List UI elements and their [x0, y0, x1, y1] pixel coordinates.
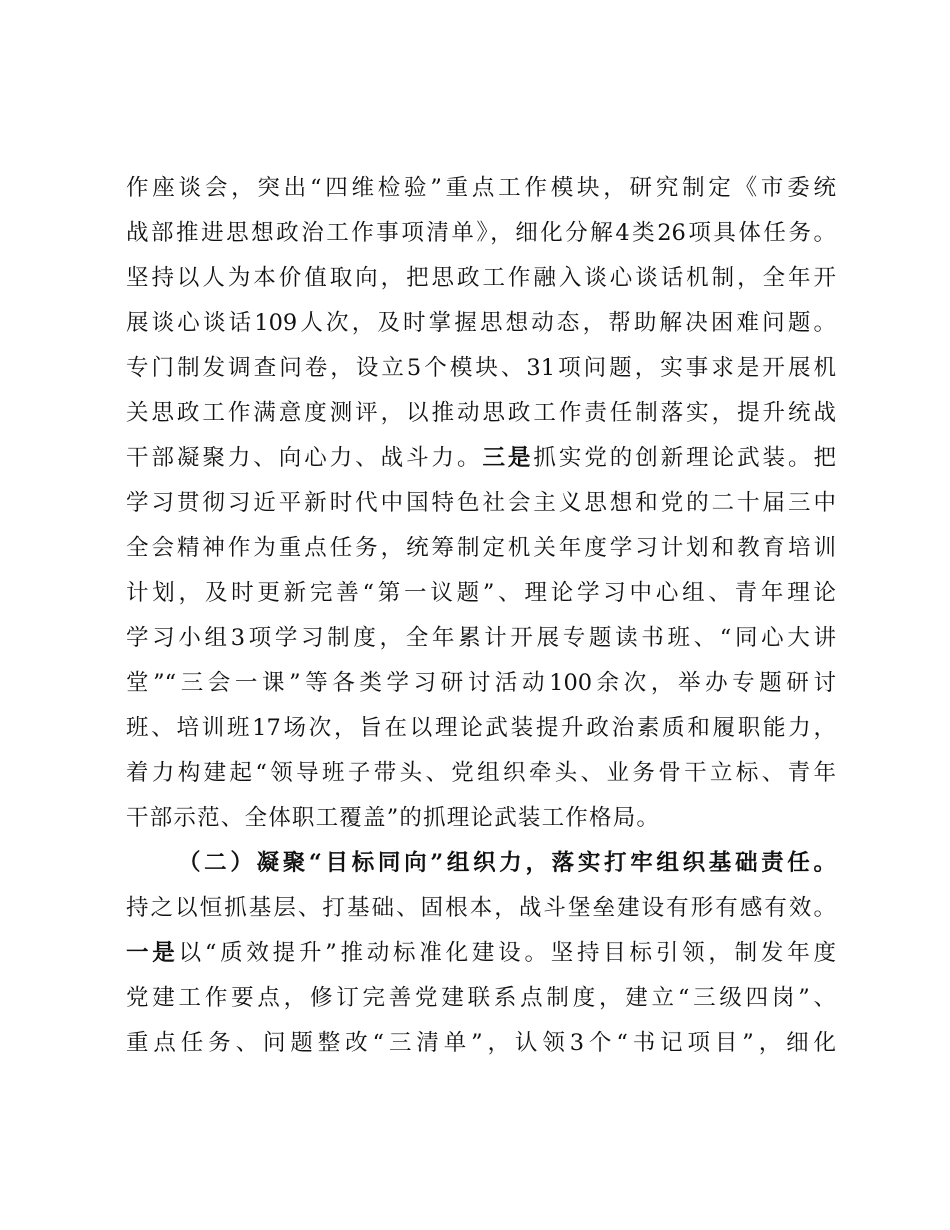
body-line-2: 战部推进思想政治工作事项清单》，细化分解4类26项具体任务。: [126, 220, 836, 246]
body-line-14: 着力构建起“领导班子带头、党组织牵头、业务骨干立标、青年: [126, 760, 836, 786]
line-7-text-start: 干部凝聚力、向心力、战斗力。: [126, 445, 483, 471]
body-line-19: 党建工作要点，修订完善党建联系点制度，建立“三级四岗”、: [126, 985, 836, 1011]
body-line-5: 专门制发调查问卷，设立5个模块、31项问题，实事求是开展机: [126, 355, 836, 381]
body-line-18: [126, 931, 836, 975]
body-line-11: 学习小组3项学习制度，全年累计开展专题读书班、“同心大讲: [126, 625, 836, 651]
body-line-7: [126, 436, 836, 480]
body-line-20: 重点任务、问题整改“三清单”，认领3个“书记项目”，细化: [126, 1030, 836, 1056]
body-line-12: 堂”“三会一课”等各类学习研讨活动100余次，举办专题研讨: [126, 670, 836, 696]
body-line-3: 坚持以人为本价值取向，把思政工作融入谈心谈话机制，全年开: [126, 265, 836, 291]
enumeration-marker-three: 三是: [482, 445, 534, 471]
body-line-15: 干部示范、全体职工覆盖”的抓理论武装工作格局。: [126, 805, 661, 831]
body-line-1: 作座谈会，突出“四维检验”重点工作模块，研究制定《市委统: [126, 175, 836, 201]
body-line-6: 关思政工作满意度测评，以推动思政工作责任制落实，提升统战: [126, 400, 836, 426]
body-line-10: 计划，及时更新完善“第一议题”、理论学习中心组、青年理论: [126, 580, 836, 606]
section-heading: （二）凝聚“目标同向”组织力，落实打牢组织基础责任。: [178, 850, 836, 876]
body-line-8: 学习贯彻习近平新时代中国特色社会主义思想和党的二十届三中: [126, 490, 836, 516]
body-line-9: 全会精神作为重点任务，统筹制定机关年度学习计划和教育培训: [126, 535, 836, 561]
line-7-text-end: 抓实党的创新理论武装。把: [533, 445, 836, 471]
body-line-4: 展谈心谈话109人次，及时掌握思想动态，帮助解决困难问题。: [126, 310, 836, 336]
body-line-13: 班、培训班17场次，旨在以理论武装提升政治素质和履职能力，: [126, 715, 836, 741]
enumeration-marker-one: 一是: [126, 940, 179, 966]
line-18-text-end: 以“质效提升”推动标准化建设。坚持目标引领，制发年度: [178, 940, 836, 966]
body-line-17: 持之以恒抓基层、打基础、固根本，战斗堡垒建设有形有感有效。: [126, 895, 836, 921]
